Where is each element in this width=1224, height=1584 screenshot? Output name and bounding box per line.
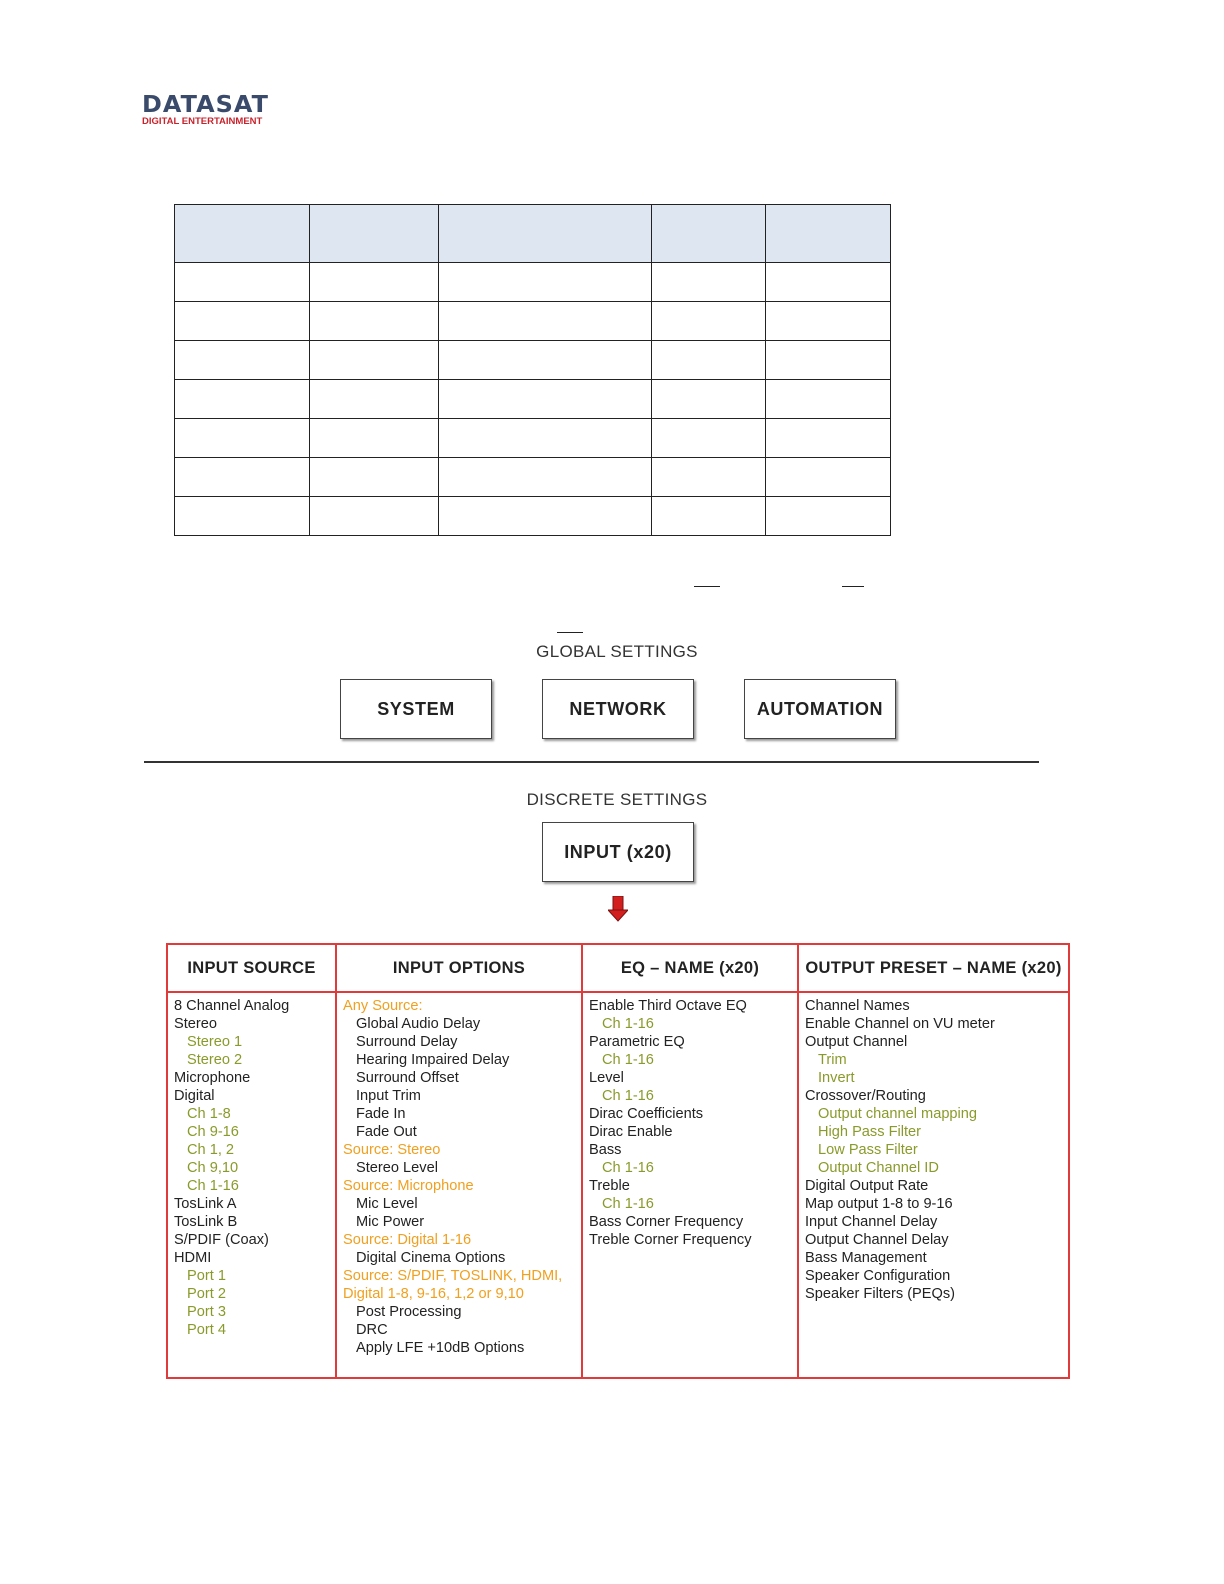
underline-mark xyxy=(694,586,720,587)
list-item: Dirac Coefficients xyxy=(589,1106,704,1122)
list-item: Source: Microphone xyxy=(343,1178,474,1194)
list-item: Stereo 1 xyxy=(187,1034,243,1050)
list-item: Surround Delay xyxy=(356,1034,458,1050)
datasat-logo xyxy=(142,94,288,127)
list-item: Enable Channel on VU meter xyxy=(805,1016,995,1032)
list-item: Low Pass Filter xyxy=(818,1142,918,1158)
list-item: Any Source: xyxy=(343,998,423,1014)
list-item: S/PDIF (Coax) xyxy=(174,1232,269,1248)
list-item: Port 4 xyxy=(187,1322,226,1338)
table-row xyxy=(175,458,891,497)
list-item: Stereo Level xyxy=(356,1160,438,1176)
list-item: HDMI xyxy=(174,1250,212,1266)
input-x20-button[interactable]: INPUT (x20) xyxy=(542,822,694,882)
column-header: INPUT SOURCE xyxy=(168,945,335,993)
list-item: Ch 1-16 xyxy=(602,1088,654,1104)
list-item: Microphone xyxy=(174,1070,251,1086)
column-body xyxy=(583,993,797,1249)
list-item: Stereo 2 xyxy=(187,1052,243,1068)
list-item: Parametric EQ xyxy=(589,1034,685,1050)
down-arrow-icon xyxy=(608,896,628,922)
list-item: Hearing Impaired Delay xyxy=(356,1052,510,1068)
list-item: 8 Channel Analog xyxy=(174,998,290,1014)
list-item: Treble xyxy=(589,1178,630,1194)
list-item: Mic Power xyxy=(356,1214,425,1230)
list-item: Source: S/PDIF, TOSLINK, HDMI, xyxy=(343,1268,563,1284)
list-item: Bass xyxy=(589,1142,622,1158)
output-preset-column xyxy=(799,945,1068,1377)
list-item: Ch 1-16 xyxy=(602,1196,654,1212)
list-item: Source: Stereo xyxy=(343,1142,441,1158)
list-item: Mic Level xyxy=(356,1196,418,1212)
list-item: Output Channel xyxy=(805,1034,908,1050)
eq-name-column xyxy=(583,945,799,1377)
list-item: Output Channel Delay xyxy=(805,1232,949,1248)
list-item: Ch 9,10 xyxy=(187,1160,239,1176)
list-item: Input Trim xyxy=(356,1088,421,1104)
input-source-column xyxy=(168,945,337,1377)
settings-grid xyxy=(166,943,1070,1379)
list-item: Ch 1, 2 xyxy=(187,1142,235,1158)
list-item: Map output 1-8 to 9-16 xyxy=(805,1196,953,1212)
list-item: DRC xyxy=(356,1322,388,1338)
list-item: Crossover/Routing xyxy=(805,1088,926,1104)
network-button[interactable]: NETWORK xyxy=(542,679,694,739)
list-item: Treble Corner Frequency xyxy=(589,1232,752,1248)
table-row xyxy=(175,302,891,341)
input-options-column xyxy=(337,945,583,1377)
table-header-row xyxy=(175,205,891,263)
list-item: High Pass Filter xyxy=(818,1124,921,1140)
column-header: INPUT OPTIONS xyxy=(337,945,581,993)
table-row xyxy=(175,263,891,302)
list-item: Global Audio Delay xyxy=(356,1016,481,1032)
list-item: Channel Names xyxy=(805,998,910,1014)
list-item: Post Processing xyxy=(356,1304,462,1320)
list-item: Ch 1-16 xyxy=(602,1052,654,1068)
list-item: Trim xyxy=(818,1052,847,1068)
list-item: Fade Out xyxy=(356,1124,417,1140)
list-item: Enable Third Octave EQ xyxy=(589,998,747,1014)
column-body xyxy=(337,993,581,1357)
list-item: Digital 1-8, 9-16, 1,2 or 9,10 xyxy=(343,1286,524,1302)
table-row xyxy=(175,380,891,419)
column-header: EQ – NAME (x20) xyxy=(583,945,797,993)
list-item: Ch 1-16 xyxy=(187,1178,239,1194)
discrete-settings-title: DISCRETE SETTINGS xyxy=(526,790,708,809)
list-item: Dirac Enable xyxy=(589,1124,673,1140)
logo-tagline: DIGITAL ENTERTAINMENT xyxy=(142,116,263,127)
list-item: Speaker Filters (PEQs) xyxy=(805,1286,956,1302)
list-item: Ch 1-8 xyxy=(187,1106,231,1122)
section-divider xyxy=(144,761,1039,763)
underline-mark xyxy=(842,586,864,587)
list-item: TosLink A xyxy=(174,1196,237,1212)
global-settings-title: GLOBAL SETTINGS xyxy=(536,642,698,661)
list-item: Ch 1-16 xyxy=(602,1160,654,1176)
list-item: Port 2 xyxy=(187,1286,226,1302)
list-item: Port 3 xyxy=(187,1304,226,1320)
list-item: Digital Cinema Options xyxy=(356,1250,506,1266)
column-body xyxy=(168,993,335,1339)
list-item: TosLink B xyxy=(174,1214,238,1230)
list-item: Level xyxy=(589,1070,624,1086)
table-row xyxy=(175,419,891,458)
system-button[interactable]: SYSTEM xyxy=(340,679,492,739)
list-item: Stereo xyxy=(174,1016,217,1032)
list-item: Output Channel ID xyxy=(818,1160,939,1176)
table-row xyxy=(175,341,891,380)
column-body xyxy=(799,993,1068,1303)
list-item: Apply LFE +10dB Options xyxy=(356,1340,525,1356)
automation-button[interactable]: AUTOMATION xyxy=(744,679,896,739)
list-item: Speaker Configuration xyxy=(805,1268,951,1284)
list-item: Digital Output Rate xyxy=(805,1178,929,1194)
list-item: Ch 1-16 xyxy=(602,1016,654,1032)
list-item: Source: Digital 1-16 xyxy=(343,1232,472,1248)
list-item: Input Channel Delay xyxy=(805,1214,938,1230)
column-header: OUTPUT PRESET – NAME (x20) xyxy=(799,945,1068,993)
list-item: Surround Offset xyxy=(356,1070,459,1086)
list-item: Port 1 xyxy=(187,1268,226,1284)
list-item: Digital xyxy=(174,1088,215,1104)
table-row xyxy=(175,497,891,536)
list-item: Output channel mapping xyxy=(818,1106,978,1122)
empty-table xyxy=(174,204,891,536)
list-item: Ch 9-16 xyxy=(187,1124,239,1140)
list-item: Bass Corner Frequency xyxy=(589,1214,744,1230)
logo-brand: DATASAT xyxy=(142,92,269,118)
list-item: Invert xyxy=(818,1070,855,1086)
list-item: Bass Management xyxy=(805,1250,927,1266)
list-item: Fade In xyxy=(356,1106,406,1122)
underline-mark xyxy=(557,632,583,633)
